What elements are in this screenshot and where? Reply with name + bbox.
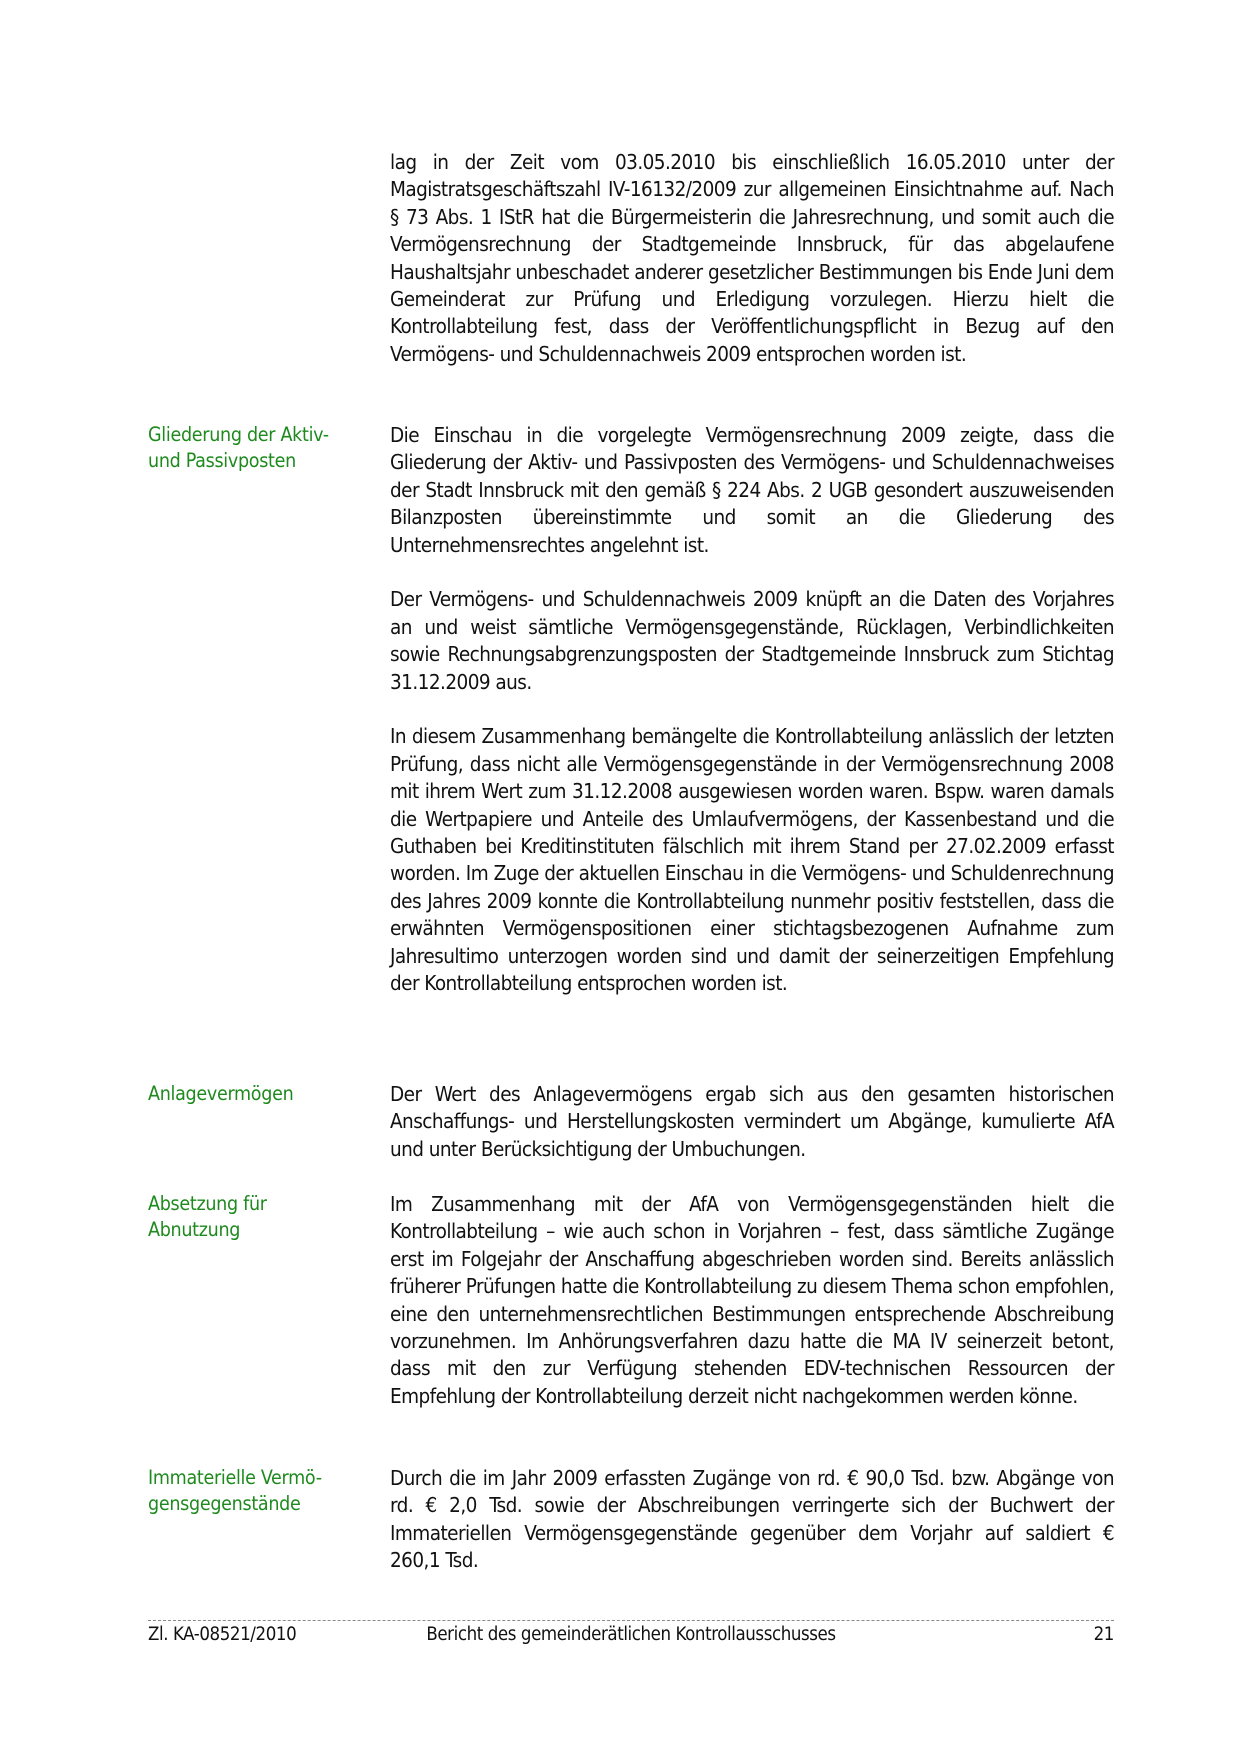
paragraph: In diesem Zusammenhang bemängelte die Kontrollabteilung anlässlich der letzten Prüfung, dass nicht alle Vermögensgegenstände in der Vermögensrechnung 2008 mit ihrem Wert zum 31.12.2008 ausgewiesen worden waren. Bspw. waren damals die Wertpapiere und Anteile des Umlaufvermögens, der Kassenbestand und die Guthaben bei Kreditinstituten fälschlich mit ihrem Stand per 27.02.2009 erfasst worden. Im Zuge der aktuellen Einschau in die Vermögens- und Schuldenrechnung des Jahres 2009 konnte die Kontrollabteilung nunmehr positiv feststellen, dass die erwähnten Vermögenspositionen einer stichtagsbezogenen Aufnahme zum Jahresultimo unterzogen worden sind und damit der seinerzeitigen Empfehlung der Kontrollabteilung entsprochen worden ist.	[390, 724, 1114, 996]
section-body	[390, 1081, 1114, 1163]
section-body	[390, 149, 1114, 368]
label-line: Immaterielle Vermö-	[148, 1466, 322, 1489]
label-line: Gliederung der Aktiv-	[148, 423, 329, 446]
page-footer	[148, 1624, 1114, 1648]
paragraph: Im Zusammenhang mit der AfA von Vermögensgegenständen hielt die Kontrollabteilung – wie auch schon in Vorjahren – fest, dass sämtliche Zugänge erst im Folgejahr der Anschaffung abgeschrieben worden sind. Bereits anlässlich früherer Prüfungen hatte die Kontrollabteilung zu diesem Thema schon empfohlen, eine den unternehmensrechtlichen Bestimmungen entsprechende Abschreibung vorzunehmen. Im Anhörungsverfahren dazu hatte die MA IV seinerzeit betont, dass mit den zur Verfügung stehenden EDV-technischen Ressourcen der Empfehlung der Kontrollabteilung derzeit nicht nachgekommen werden könne.	[390, 1192, 1114, 1408]
footer-title: Bericht des gemeinderätlichen Kontrollausschusses	[426, 1624, 836, 1645]
label-line: Abnutzung	[148, 1218, 241, 1241]
margin-label-immaterielle	[148, 1465, 363, 1517]
paragraph: Die Einschau in die vorgelegte Vermögensrechnung 2009 zeigte, dass die Gliederung der Aktiv- und Passivposten des Vermögens- und Schuldennachweises der Stadt Innsbruck mit den gemäß § 224 Abs. 2 UGB gesondert auszuweisenden Bilanzposten übereinstimmte und somit an die Gliederung des Unternehmensrechtes angelehnt ist.	[390, 423, 1114, 557]
footer-divider	[148, 1620, 1114, 1621]
margin-label-anlagevermoegen: Anlagevermögen	[148, 1082, 294, 1105]
section-body	[390, 422, 1114, 998]
paragraph: lag in der Zeit vom 03.05.2010 bis einschließlich 16.05.2010 unter der Magistratsgeschäftszahl IV-16132/2009 zur allgemeinen Einsichtnahme auf. Nach § 73 Abs. 1 IStR hat die Bürgermeisterin die Jahresrechnung, und somit auch die Vermögensrechnung der Stadtgemeinde Innsbruck, für das abgelaufene Haushaltsjahr unbeschadet anderer gesetzlicher Bestimmungen bis Ende Juni dem Gemeinderat zur Prüfung und Erledigung vorzulegen. Hierzu hielt die Kontrollabteilung fest, dass der Veröffentlichungspflicht in Bezug auf den Vermögens- und Schuldennachweis 2009 entsprochen worden ist.	[390, 150, 1114, 366]
margin-label-gliederung	[148, 422, 363, 474]
margin-label-absetzung	[148, 1191, 363, 1243]
page-number: 21	[1093, 1624, 1114, 1645]
section-body	[390, 1465, 1114, 1575]
paragraph: Der Vermögens- und Schuldennachweis 2009 knüpft an die Daten des Vorjahres an und weist sämtliche Vermögensgegenstände, Rücklagen, Verbindlichkeiten sowie Rechnungsabgrenzungsposten der Stadtgemeinde Innsbruck zum Stichtag 31.12.2009 aus.	[390, 587, 1114, 694]
paragraph: Durch die im Jahr 2009 erfassten Zugänge von rd. € 90,0 Tsd. bzw. Abgänge von rd. € 2,0 Tsd. sowie der Abschreibungen verringerte sich der Buchwert der Immateriellen Vermögensgegenstände gegenüber dem Vorjahr auf saldiert € 260,1 Tsd.	[390, 1466, 1114, 1573]
paragraph: Der Wert des Anlagevermögens ergab sich aus den gesamten historischen Anschaffungs- und Herstellungskosten vermindert um Abgänge, kumulierte AfA und unter Berücksichtigung der Umbuchungen.	[390, 1082, 1114, 1161]
label-line: Absetzung für	[148, 1192, 267, 1215]
label-line: gensgegenstände	[148, 1492, 301, 1515]
section-body	[390, 1191, 1114, 1410]
label-line: und Passivposten	[148, 449, 296, 472]
footer-reference: Zl. KA-08521/2010	[148, 1624, 297, 1645]
